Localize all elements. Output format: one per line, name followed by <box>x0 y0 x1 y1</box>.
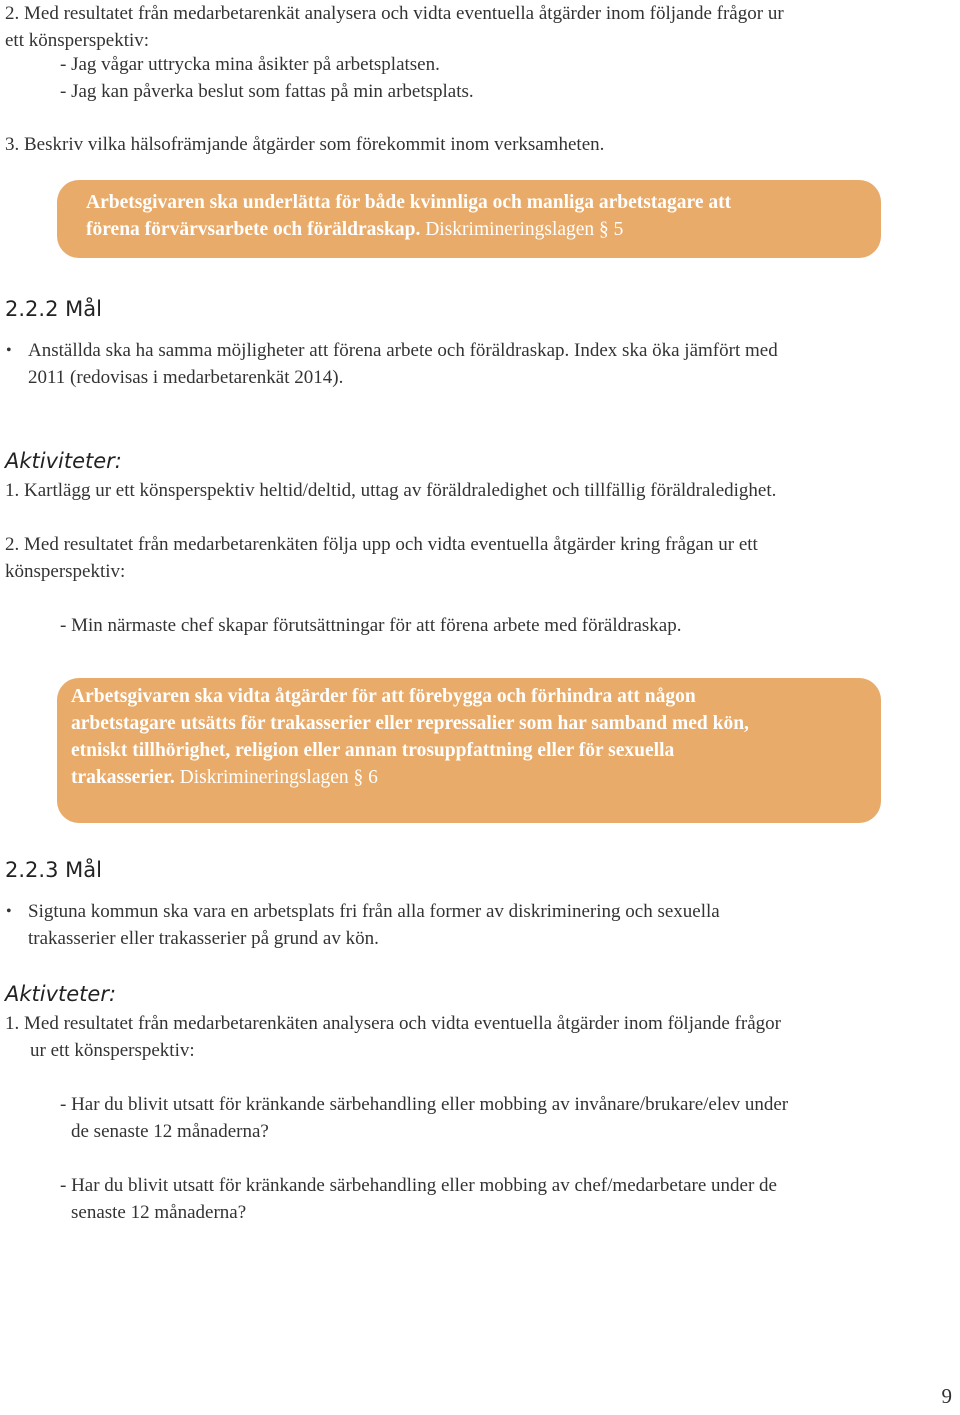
callout-2-line-3: etniskt tillhörighet, religion eller annan trosuppfattning eller för sexuella <box>71 740 675 761</box>
callout-1-line-1: Arbetsgivaren ska underlätta för både kvinnliga och manliga arbetstagare att <box>86 192 732 213</box>
section-2-2-3-heading: 2.2.3 Mål <box>5 858 102 882</box>
goal-bullet-line-2: 2011 (redovisas i medarbetarenkät 2014). <box>28 367 344 388</box>
callout-1-text: förena förvärvsarbete och föräldraskap. <box>86 219 421 240</box>
activity-2-line-2: könsperspektiv: <box>5 561 126 582</box>
goal-bullet-line-1: Anställda ska ha samma möjligheter att förena arbete och föräldraskap. Index ska öka jämfört med <box>28 340 778 361</box>
item-2-sub-2: - Jag kan påverka beslut som fattas på min arbetsplats. <box>60 81 474 102</box>
activity-2-line-1: 2. Med resultatet från medarbetarenkäten följa upp och vidta eventuella åtgärder kring frågan ur ett <box>5 534 758 555</box>
goal-bullet-line-2: trakasserier eller trakasserier på grund av kön. <box>28 928 379 949</box>
item-2-sub-1: - Jag vågar uttrycka mina åsikter på arbetsplatsen. <box>60 54 440 75</box>
bullet-icon: • <box>6 903 12 920</box>
activity-1-line-1: 1. Med resultatet från medarbetarenkäten analysera och vidta eventuella åtgärder inom följande frågor <box>5 1013 782 1034</box>
question-1-line-1: - Har du blivit utsatt för kränkande särbehandling eller mobbing av invånare/brukare/elev under <box>60 1094 789 1115</box>
callout-2-law-reference: Diskrimineringslagen § 6 <box>179 767 378 788</box>
item-2-line-1: 2. Med resultatet från medarbetarenkät analysera och vidta eventuella åtgärder inom följande frågor ur <box>5 3 784 24</box>
question-2-line-2: senaste 12 månaderna? <box>71 1202 247 1223</box>
activity-2-sub: - Min närmaste chef skapar förutsättningar för att förena arbete med föräldraskap. <box>60 615 682 636</box>
callout-2-text: trakasserier. <box>71 767 175 788</box>
callout-2-line-4 <box>71 764 378 791</box>
bullet-icon: • <box>6 342 12 359</box>
callout-harassment <box>57 678 881 823</box>
callout-parenthood <box>57 180 881 258</box>
activity-1-line-2: ur ett könsperspektiv: <box>30 1040 195 1061</box>
question-2-line-1: - Har du blivit utsatt för kränkande särbehandling eller mobbing av chef/medarbetare under de <box>60 1175 777 1196</box>
activity-1: 1. Kartlägg ur ett könsperspektiv heltid/deltid, uttag av föräldraledighet och tillfällig föräldraledighet. <box>5 480 777 501</box>
callout-2-line-1: Arbetsgivaren ska vidta åtgärder för att förebygga och förhindra att någon <box>71 686 696 707</box>
item-3: 3. Beskriv vilka hälsofrämjande åtgärder som förekommit inom verksamheten. <box>5 134 605 155</box>
question-1-line-2: de senaste 12 månaderna? <box>71 1121 269 1142</box>
goal-bullet-line-1: Sigtuna kommun ska vara en arbetsplats fri från alla former av diskriminering och sexuella <box>28 901 720 922</box>
item-2-line-2: ett könsperspektiv: <box>5 30 150 51</box>
activities-heading: Aktivteter: <box>5 982 117 1006</box>
page-number: 9 <box>941 1384 952 1408</box>
callout-2-line-2: arbetstagare utsätts för trakasserier eller repressalier som har samband med kön, <box>71 713 749 734</box>
callout-1-line-2 <box>86 216 623 243</box>
section-2-2-2-heading: 2.2.2 Mål <box>5 297 102 321</box>
activities-heading: Aktiviteter: <box>5 449 122 473</box>
callout-1-law-reference: Diskrimineringslagen § 5 <box>425 219 624 240</box>
